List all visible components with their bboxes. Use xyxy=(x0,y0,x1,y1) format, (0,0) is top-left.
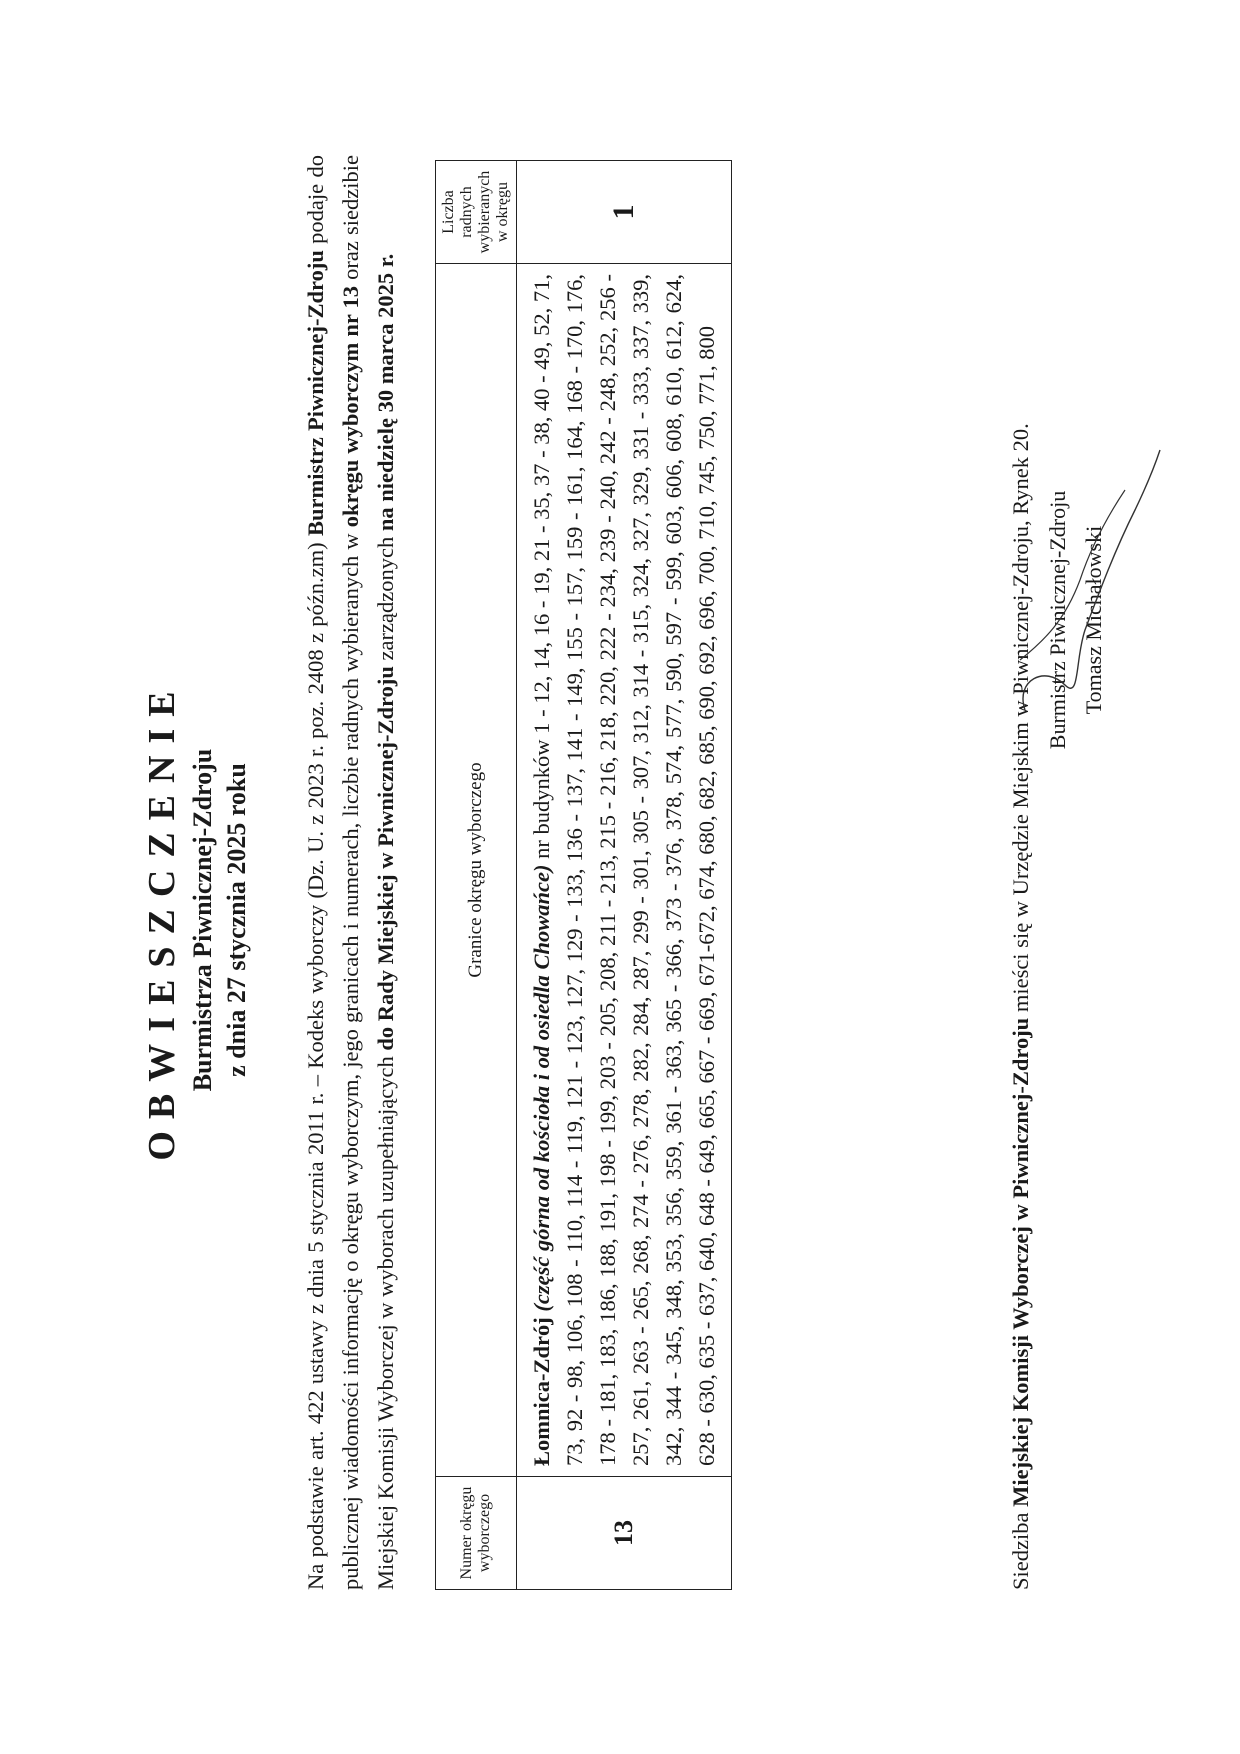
signer-role: Burmistrz Piwnicznej-Zdroju xyxy=(1045,490,1070,750)
document-page xyxy=(100,100,1220,1740)
district-area-name: Łomnica-Zdrój xyxy=(529,1317,554,1466)
signer-name: Tomasz Michałowski xyxy=(1081,525,1106,715)
seat-bold: Miejskiej Komisji Wyborczej w Piwnicznej-Zdroju xyxy=(1007,1017,1033,1507)
issuer-line: Burmistrza Piwnicznej-Zdroju xyxy=(188,748,217,1092)
intro-bold-4: na niedzielę 30 marca 2025 r. xyxy=(372,253,398,532)
districts-table xyxy=(435,160,732,1590)
district-bounds xyxy=(517,264,732,1477)
intro-bold-1: Burmistrz Piwnicznej-Zdroju xyxy=(302,250,328,537)
intro-text-2: podaje do publicznej wiadomości informację o okręgu wyborczym, jego granicach i numerach, liczbie radnych wybieranych w xyxy=(302,155,363,1590)
intro-text-3: oraz siedzibie Miejskiej Komisji Wyborczej w wyborach uzupełniających xyxy=(337,155,398,1590)
table-row xyxy=(517,161,732,1590)
date-line: z dnia 27 stycznia 2025 roku xyxy=(222,763,251,1077)
seat-text-1: Siedziba xyxy=(1007,1506,1033,1590)
handwritten-signature xyxy=(1005,440,1165,720)
intro-bold-3: do Rady Miejskiej w Piwnicznej-Zdroju xyxy=(372,666,398,1051)
seat-text-2: mieści się w Urzędzie Miejskim w Piwnicznej-Zdroju, Rynek 20. xyxy=(1007,423,1033,1018)
title-block xyxy=(140,100,252,1740)
header-number: Numer okręgu wyborczego xyxy=(436,1477,517,1590)
commission-seat-line xyxy=(1008,150,1034,1590)
district-building-numbers: nr budynków 1 - 12, 14, 16 - 19, 21 - 35, 37 - 38, 40 - 49, 52, 71, 73, 92 - 98, 106, 108 - 110, 114 - 119, 121 - 123, 127, 129 - 133, 136 - 137, 141 - 149, 155 - 157, 159 - 161, 164, 168 - 170, 176, 178 - 181, 183, 186, 188, 191, 198 - 199, 203 - 205, 208, 211 - 213, 215 - 216, 218, 220, 222 - 234, 239 - 240, 242 - 248, 252, 256 - 257, 261, 263 - 265, 268, 274 - 276, 278, 282, 284, 287, 299 - 301, 305 - 307, 312, 314 - 315, 324, 327, 329, 331 - 333, 337, 339, 342, 344 - 345, 348, 353, 356, 359, 361 - 363, 365 - 366, 373 - 376, 378, 574, 577, 590, 597 - 599, 603, 606, 608, 610, 612, 624, 628 - 630, 635 - 637, 640, 648 - 649, 665, 667 - 669, 671-672, 674, 680, 682, 685, 690, 692, 696, 700, 710, 745, 750, 771, 800 xyxy=(529,274,719,1466)
intro-paragraph xyxy=(298,155,403,1590)
district-area-part: (część górna od kościoła i od osiedla Chowańce) xyxy=(529,864,554,1312)
header-bounds: Granice okręgu wyborczego xyxy=(436,264,517,1477)
district-number: 13 xyxy=(517,1477,732,1590)
intro-text-4: zarządzonych xyxy=(372,531,398,667)
intro-text-1: Na podstawie art. 422 ustawy z dnia 5 stycznia 2011 r. – Kodeks wyborczy (Dz. U. z 2023 r. poz. 2408 z późn.zm) xyxy=(302,536,328,1590)
intro-bold-2: okręgu wyborczym nr 13 xyxy=(337,285,363,528)
header-count: Liczba radnych wybieranych w okręgu xyxy=(436,161,517,264)
page-title: OBWIESZCZENIE xyxy=(141,679,183,1161)
councillor-count: 1 xyxy=(517,161,732,264)
table-header-row xyxy=(436,161,517,1590)
